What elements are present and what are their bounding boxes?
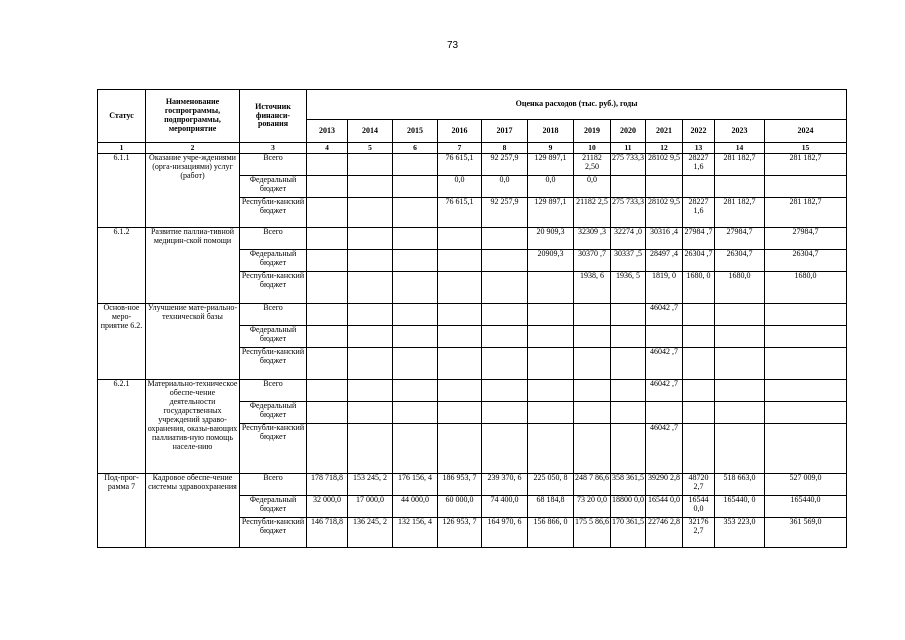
row-value-2016 bbox=[438, 272, 482, 304]
row-value-2019: 0,0 bbox=[574, 176, 611, 198]
table-row bbox=[98, 380, 847, 402]
row-value-2020 bbox=[611, 304, 646, 326]
row-value-2013 bbox=[307, 250, 348, 272]
column-number: 10 bbox=[574, 143, 611, 154]
row-value-2023: 281 182,7 bbox=[715, 198, 765, 228]
row-value-2020: 30337 ,5 bbox=[611, 250, 646, 272]
row-status: 6.1.2 bbox=[98, 228, 146, 304]
row-value-2014: 136 245, 2 bbox=[348, 518, 393, 548]
table-row bbox=[98, 304, 847, 326]
row-value-2023 bbox=[715, 304, 765, 326]
column-number: 5 bbox=[348, 143, 393, 154]
row-value-2023: 353 223,0 bbox=[715, 518, 765, 548]
row-value-2018: 0,0 bbox=[528, 176, 574, 198]
row-value-2016: 76 615,1 bbox=[438, 154, 482, 176]
row-value-2020: 170 361,5 bbox=[611, 518, 646, 548]
row-value-2017: 92 257,9 bbox=[482, 198, 528, 228]
row-value-2021: 22746 2,8 bbox=[646, 518, 683, 548]
row-name: Оказание учре-ждениями (орга-низациями) услуг (работ) bbox=[146, 154, 240, 228]
header-year: 2024 bbox=[765, 120, 847, 143]
row-value-2022: 26304 ,7 bbox=[683, 250, 715, 272]
column-number: 15 bbox=[765, 143, 847, 154]
row-value-2017: 164 970, 6 bbox=[482, 518, 528, 548]
row-value-2020: 18800 0,0 bbox=[611, 496, 646, 518]
table-row bbox=[98, 228, 847, 250]
table-row bbox=[98, 474, 847, 496]
row-value-2021 bbox=[646, 176, 683, 198]
row-value-2021: 28102 9,5 bbox=[646, 198, 683, 228]
row-name: Развитие паллиа-тивной медицин-ской помощи bbox=[146, 228, 240, 304]
row-value-2020: 32274 ,0 bbox=[611, 228, 646, 250]
row-value-2024: 165440,0 bbox=[765, 496, 847, 518]
row-value-2013 bbox=[307, 198, 348, 228]
row-value-2014 bbox=[348, 326, 393, 348]
row-value-2018 bbox=[528, 348, 574, 380]
row-value-2017: 74 400,0 bbox=[482, 496, 528, 518]
row-value-2015: 132 156, 4 bbox=[393, 518, 438, 548]
header-year: 2016 bbox=[438, 120, 482, 143]
header-year: 2014 bbox=[348, 120, 393, 143]
row-value-2015 bbox=[393, 380, 438, 402]
row-value-2024 bbox=[765, 304, 847, 326]
header-year: 2017 bbox=[482, 120, 528, 143]
row-value-2015: 176 156, 4 bbox=[393, 474, 438, 496]
row-value-2022: 48720 2,7 bbox=[683, 474, 715, 496]
row-value-2018: 129 897,1 bbox=[528, 154, 574, 176]
row-value-2019: 30370 ,7 bbox=[574, 250, 611, 272]
row-value-2023: 281 182,7 bbox=[715, 154, 765, 176]
row-value-2024 bbox=[765, 326, 847, 348]
row-funding-source: Федеральный бюджет bbox=[240, 250, 307, 272]
row-value-2017 bbox=[482, 272, 528, 304]
row-value-2019 bbox=[574, 348, 611, 380]
row-funding-source: Республи-канский бюджет bbox=[240, 424, 307, 474]
row-value-2022: 1680, 0 bbox=[683, 272, 715, 304]
row-value-2016: 186 953, 7 bbox=[438, 474, 482, 496]
row-value-2022 bbox=[683, 304, 715, 326]
row-value-2016: 126 953, 7 bbox=[438, 518, 482, 548]
row-funding-source: Республи-канский бюджет bbox=[240, 272, 307, 304]
row-value-2018 bbox=[528, 402, 574, 424]
row-value-2019: 175 5 86,6 bbox=[574, 518, 611, 548]
row-value-2015 bbox=[393, 272, 438, 304]
column-number: 12 bbox=[646, 143, 683, 154]
row-value-2018 bbox=[528, 326, 574, 348]
header-year: 2015 bbox=[393, 120, 438, 143]
row-value-2021: 30316 ,4 bbox=[646, 228, 683, 250]
row-value-2019: 73 20 0,0 bbox=[574, 496, 611, 518]
header-year: 2023 bbox=[715, 120, 765, 143]
row-value-2015: 44 000,0 bbox=[393, 496, 438, 518]
row-funding-source: Федеральный бюджет bbox=[240, 176, 307, 198]
row-value-2023 bbox=[715, 176, 765, 198]
row-value-2019: 1938, 6 bbox=[574, 272, 611, 304]
row-value-2019: 32309 ,3 bbox=[574, 228, 611, 250]
header-status: Статус bbox=[98, 90, 146, 143]
row-value-2024 bbox=[765, 380, 847, 402]
row-value-2023: 165440, 0 bbox=[715, 496, 765, 518]
row-value-2019: 21182 2,50 bbox=[574, 154, 611, 176]
row-value-2016: 60 000,0 bbox=[438, 496, 482, 518]
row-value-2021: 46042 ,7 bbox=[646, 304, 683, 326]
row-value-2020 bbox=[611, 348, 646, 380]
row-value-2020: 1936, 5 bbox=[611, 272, 646, 304]
row-funding-source: Республи-канский бюджет bbox=[240, 198, 307, 228]
row-value-2014 bbox=[348, 250, 393, 272]
row-value-2015 bbox=[393, 424, 438, 474]
row-value-2024: 281 182,7 bbox=[765, 154, 847, 176]
row-funding-source: Республи-канский бюджет bbox=[240, 518, 307, 548]
column-number: 13 bbox=[683, 143, 715, 154]
row-value-2013 bbox=[307, 380, 348, 402]
row-value-2023: 26304,7 bbox=[715, 250, 765, 272]
table-row bbox=[98, 154, 847, 176]
row-value-2016 bbox=[438, 424, 482, 474]
row-status: Основ-ное меро-приятие 6.2. bbox=[98, 304, 146, 380]
row-value-2023 bbox=[715, 326, 765, 348]
row-name: Кадровое обеспе-чение системы здравоохранения bbox=[146, 474, 240, 548]
row-value-2017 bbox=[482, 228, 528, 250]
row-value-2016 bbox=[438, 326, 482, 348]
row-funding-source: Республи-канский бюджет bbox=[240, 348, 307, 380]
column-number: 9 bbox=[528, 143, 574, 154]
row-funding-source: Федеральный бюджет bbox=[240, 402, 307, 424]
row-value-2024: 527 009,0 bbox=[765, 474, 847, 496]
row-value-2015 bbox=[393, 176, 438, 198]
row-value-2014 bbox=[348, 154, 393, 176]
row-value-2021 bbox=[646, 326, 683, 348]
row-value-2016: 0,0 bbox=[438, 176, 482, 198]
row-value-2017 bbox=[482, 424, 528, 474]
row-value-2022 bbox=[683, 348, 715, 380]
row-value-2021: 28497 ,4 bbox=[646, 250, 683, 272]
row-value-2016 bbox=[438, 348, 482, 380]
row-value-2017 bbox=[482, 304, 528, 326]
row-status: 6.1.1 bbox=[98, 154, 146, 228]
row-value-2013 bbox=[307, 304, 348, 326]
row-value-2015 bbox=[393, 348, 438, 380]
row-value-2018 bbox=[528, 424, 574, 474]
header-source: Источник финанси-рования bbox=[240, 90, 307, 143]
row-value-2015 bbox=[393, 402, 438, 424]
row-value-2017 bbox=[482, 348, 528, 380]
row-funding-source: Всего bbox=[240, 154, 307, 176]
row-value-2015 bbox=[393, 228, 438, 250]
row-value-2019: 21182 2,5 bbox=[574, 198, 611, 228]
row-value-2019 bbox=[574, 380, 611, 402]
row-value-2022: 27984 ,7 bbox=[683, 228, 715, 250]
row-value-2017: 239 370, 6 bbox=[482, 474, 528, 496]
row-value-2021: 46042 ,7 bbox=[646, 348, 683, 380]
row-value-2018 bbox=[528, 380, 574, 402]
row-value-2020 bbox=[611, 176, 646, 198]
row-value-2024 bbox=[765, 176, 847, 198]
row-value-2020: 275 733,3 bbox=[611, 154, 646, 176]
row-name: Улучшение мате-риально-технической базы bbox=[146, 304, 240, 380]
row-value-2013: 146 718,8 bbox=[307, 518, 348, 548]
header-year: 2018 bbox=[528, 120, 574, 143]
row-value-2023 bbox=[715, 402, 765, 424]
row-value-2021: 46042 ,7 bbox=[646, 424, 683, 474]
row-value-2020 bbox=[611, 402, 646, 424]
row-funding-source: Федеральный бюджет bbox=[240, 326, 307, 348]
row-value-2016 bbox=[438, 304, 482, 326]
row-value-2022 bbox=[683, 326, 715, 348]
row-value-2023 bbox=[715, 348, 765, 380]
row-value-2014: 17 000,0 bbox=[348, 496, 393, 518]
row-value-2014 bbox=[348, 402, 393, 424]
row-value-2015 bbox=[393, 326, 438, 348]
row-value-2024: 26304,7 bbox=[765, 250, 847, 272]
row-value-2020 bbox=[611, 380, 646, 402]
row-value-2019 bbox=[574, 402, 611, 424]
row-value-2013 bbox=[307, 348, 348, 380]
column-number: 8 bbox=[482, 143, 528, 154]
row-value-2018: 20909,3 bbox=[528, 250, 574, 272]
row-value-2016 bbox=[438, 250, 482, 272]
row-value-2017: 92 257,9 bbox=[482, 154, 528, 176]
row-value-2014 bbox=[348, 424, 393, 474]
row-value-2023: 1680,0 bbox=[715, 272, 765, 304]
header-year: 2021 bbox=[646, 120, 683, 143]
row-value-2019: 248 7 86,6 bbox=[574, 474, 611, 496]
row-value-2017 bbox=[482, 250, 528, 272]
column-number: 6 bbox=[393, 143, 438, 154]
row-value-2020 bbox=[611, 326, 646, 348]
row-value-2022 bbox=[683, 424, 715, 474]
row-value-2014 bbox=[348, 228, 393, 250]
page-number: 73 bbox=[446, 40, 459, 51]
row-value-2022 bbox=[683, 176, 715, 198]
row-value-2015 bbox=[393, 154, 438, 176]
row-value-2016 bbox=[438, 380, 482, 402]
column-number: 3 bbox=[240, 143, 307, 154]
row-value-2022: 28227 1,6 bbox=[683, 154, 715, 176]
row-value-2019 bbox=[574, 326, 611, 348]
column-number: 7 bbox=[438, 143, 482, 154]
row-status: 6.2.1 bbox=[98, 380, 146, 474]
row-value-2013 bbox=[307, 326, 348, 348]
row-value-2022 bbox=[683, 402, 715, 424]
row-value-2018: 225 050, 8 bbox=[528, 474, 574, 496]
row-value-2021: 39290 2,8 bbox=[646, 474, 683, 496]
row-value-2013 bbox=[307, 402, 348, 424]
row-value-2021: 28102 9,5 bbox=[646, 154, 683, 176]
row-value-2017: 0,0 bbox=[482, 176, 528, 198]
column-number: 11 bbox=[611, 143, 646, 154]
header-estimate: Оценка расходов (тыс. руб.), годы bbox=[307, 90, 847, 120]
row-value-2016: 76 615,1 bbox=[438, 198, 482, 228]
row-value-2018 bbox=[528, 304, 574, 326]
row-value-2017 bbox=[482, 402, 528, 424]
row-value-2024: 27984,7 bbox=[765, 228, 847, 250]
row-value-2018: 68 184,8 bbox=[528, 496, 574, 518]
row-value-2016 bbox=[438, 402, 482, 424]
row-value-2022 bbox=[683, 380, 715, 402]
row-value-2018: 20 909,3 bbox=[528, 228, 574, 250]
row-value-2022: 28227 1,6 bbox=[683, 198, 715, 228]
row-value-2020: 275 733,3 bbox=[611, 198, 646, 228]
row-value-2024: 361 569,0 bbox=[765, 518, 847, 548]
row-value-2023: 518 663,0 bbox=[715, 474, 765, 496]
row-funding-source: Всего bbox=[240, 304, 307, 326]
header-name: Наименование госпрограммы, подпрограммы, мероприятие bbox=[146, 90, 240, 143]
row-value-2021: 46042 ,7 bbox=[646, 380, 683, 402]
row-value-2014 bbox=[348, 380, 393, 402]
row-value-2019 bbox=[574, 424, 611, 474]
row-value-2014 bbox=[348, 198, 393, 228]
row-value-2018: 156 866, 0 bbox=[528, 518, 574, 548]
column-number: 1 bbox=[98, 143, 146, 154]
row-value-2015 bbox=[393, 250, 438, 272]
row-value-2014 bbox=[348, 348, 393, 380]
row-value-2018: 129 897,1 bbox=[528, 198, 574, 228]
header-year: 2019 bbox=[574, 120, 611, 143]
row-value-2015 bbox=[393, 198, 438, 228]
row-value-2015 bbox=[393, 304, 438, 326]
row-value-2017 bbox=[482, 380, 528, 402]
header-year: 2013 bbox=[307, 120, 348, 143]
row-value-2023: 27984,7 bbox=[715, 228, 765, 250]
row-value-2018 bbox=[528, 272, 574, 304]
row-value-2022: 16544 0,0 bbox=[683, 496, 715, 518]
row-value-2023 bbox=[715, 380, 765, 402]
column-number: 14 bbox=[715, 143, 765, 154]
row-value-2013: 178 718,8 bbox=[307, 474, 348, 496]
row-value-2021 bbox=[646, 402, 683, 424]
row-value-2014 bbox=[348, 272, 393, 304]
row-funding-source: Федеральный бюджет bbox=[240, 496, 307, 518]
header-year: 2020 bbox=[611, 120, 646, 143]
row-value-2013 bbox=[307, 228, 348, 250]
header-year: 2022 bbox=[683, 120, 715, 143]
budget-table bbox=[97, 89, 847, 548]
row-value-2013: 32 000,0 bbox=[307, 496, 348, 518]
row-value-2024 bbox=[765, 424, 847, 474]
row-value-2020: 358 361,5 bbox=[611, 474, 646, 496]
row-value-2016 bbox=[438, 228, 482, 250]
row-value-2024: 281 182,7 bbox=[765, 198, 847, 228]
row-value-2021: 1819, 0 bbox=[646, 272, 683, 304]
row-value-2014: 153 245, 2 bbox=[348, 474, 393, 496]
row-value-2024 bbox=[765, 348, 847, 380]
row-value-2024 bbox=[765, 402, 847, 424]
row-value-2013 bbox=[307, 154, 348, 176]
row-value-2022: 32176 2,7 bbox=[683, 518, 715, 548]
row-value-2023 bbox=[715, 424, 765, 474]
row-name: Материально-техническое обеспе-чение деятельности государственных учреждений здраво-охранения, оказы-вающих паллиатив-ную помощь населе-нию bbox=[146, 380, 240, 474]
row-value-2024: 1680,0 bbox=[765, 272, 847, 304]
row-value-2013 bbox=[307, 176, 348, 198]
row-value-2017 bbox=[482, 326, 528, 348]
row-value-2020 bbox=[611, 424, 646, 474]
row-funding-source: Всего bbox=[240, 380, 307, 402]
row-funding-source: Всего bbox=[240, 474, 307, 496]
row-status: Под-прог-рамма 7 bbox=[98, 474, 146, 548]
column-number: 4 bbox=[307, 143, 348, 154]
row-funding-source: Всего bbox=[240, 228, 307, 250]
column-number: 2 bbox=[146, 143, 240, 154]
row-value-2013 bbox=[307, 424, 348, 474]
row-value-2021: 16544 0,0 bbox=[646, 496, 683, 518]
row-value-2019 bbox=[574, 304, 611, 326]
row-value-2014 bbox=[348, 176, 393, 198]
row-value-2014 bbox=[348, 304, 393, 326]
row-value-2013 bbox=[307, 272, 348, 304]
